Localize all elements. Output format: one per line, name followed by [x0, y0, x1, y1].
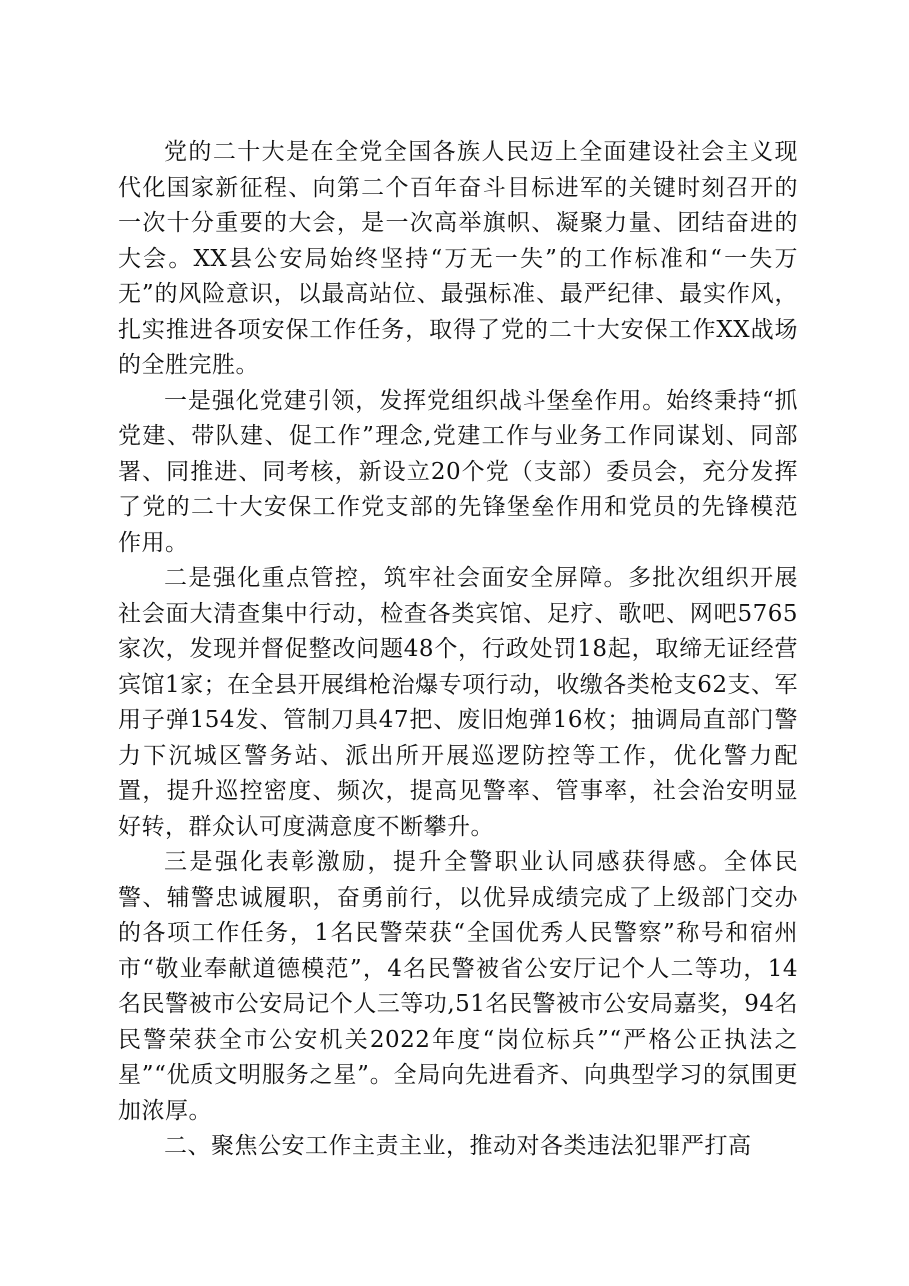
paragraph-commendation: 三是强化表彰激励，提升全警职业认同感获得感。全体民警、辅警忠诚履职，奋勇前行，以优异成绩完成了上级部门交办的各项工作任务，1名民警荣获“全国优秀人民警察”称号和宿州市“敬业奉献道德模范”，4名民警被省公安厅记个人二等功，14名民警被市公安局记个人三等功,51名民警被市公安局嘉奖，94名民警荣获全市公安机关2022年度“岗位标兵”“严格公正执法之星”“优质文明服务之星”。全局向先进看齐、向典型学习的氛围更加浓厚。 [118, 849, 798, 1124]
paragraph-key-control: 二是强化重点管控，筑牢社会面安全屏障。多批次组织开展社会面大清查集中行动，检查各类宾馆、足疗、歌吧、网吧5765家次，发现并督促整改问题48个，行政处罚18起，取缔无证经营宾馆1家；在全县开展缉枪治爆专项行动，收缴各类枪支62支、军用子弹154发、管制刀具47把、废旧炮弹16枚；抽调局直部门警力下沉城区警务站、派出所开展巡逻防控等工作，优化警力配置，提升巡控密度、频次，提高见警率、管事率，社会治安明显好转，群众认可度满意度不断攀升。 [118, 565, 798, 840]
document-body [118, 135, 798, 1165]
paragraph-intro: 党的二十大是在全党全国各族人民迈上全面建设社会主义现代化国家新征程、向第二个百年奋斗目标进军的关键时刻召开的一次十分重要的大会，是一次高举旗帜、凝聚力量、团结奋进的大会。XX县公安局始终坚持“万无一失”的工作标准和“一失万无”的风险意识，以最高站位、最强标准、最严纪律、最实作风，扎实推进各项安保工作任务，取得了党的二十大安保工作XX战场的全胜完胜。 [118, 139, 798, 378]
paragraph-party-building: 一是强化党建引领，发挥党组织战斗堡垒作用。始终秉持“抓党建、带队建、促工作”理念,党建工作与业务工作同谋划、同部署、同推进、同考核，新设立20个党（支部）委员会，充分发挥了党的二十大安保工作党支部的先锋堡垒作用和党员的先锋模范作用。 [118, 387, 798, 556]
paragraph-section-two-heading: 二、聚焦公安工作主责主业，推动对各类违法犯罪严打高 [164, 1133, 752, 1159]
